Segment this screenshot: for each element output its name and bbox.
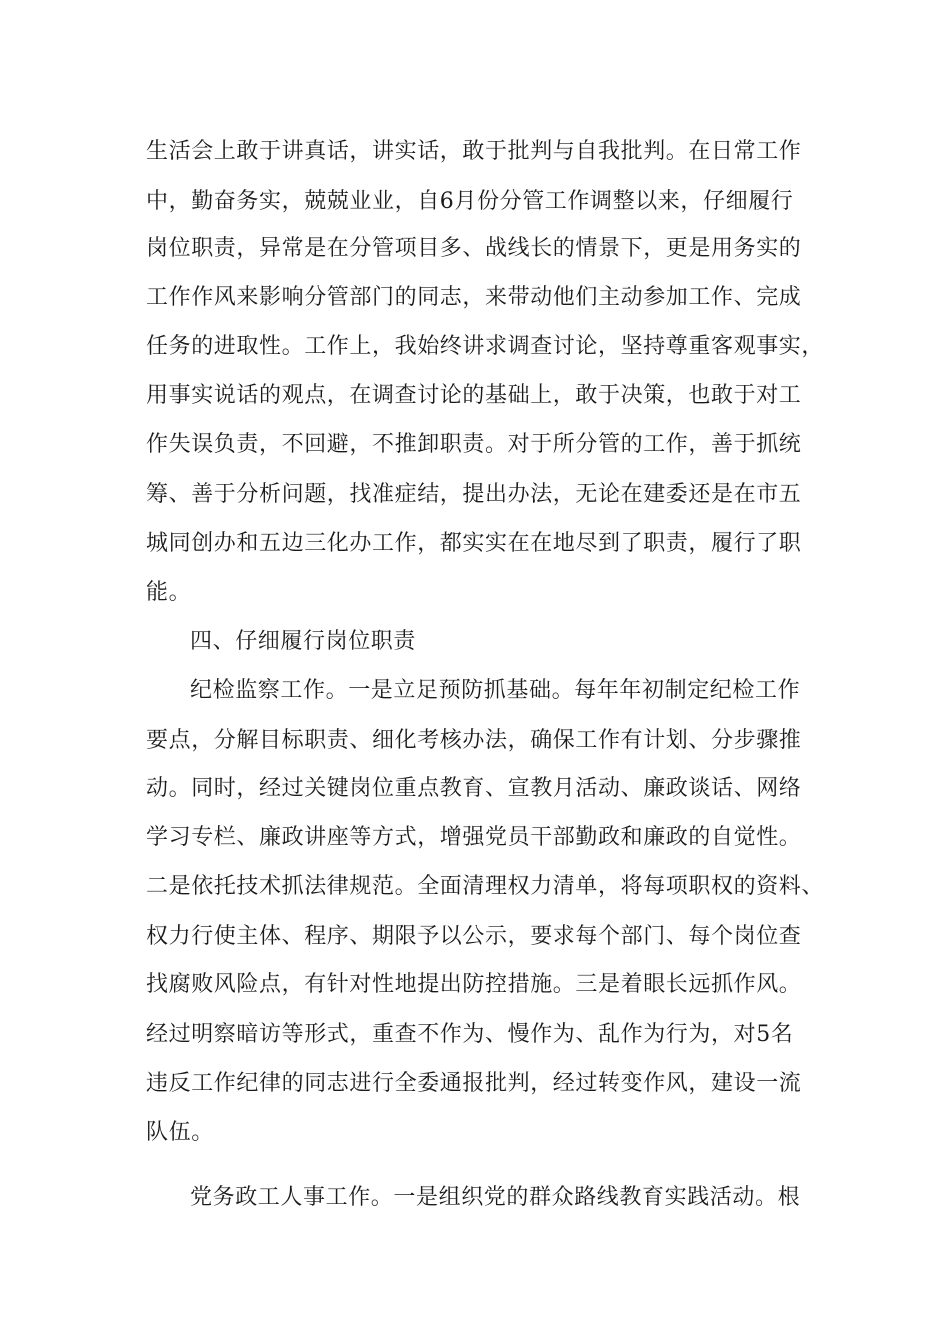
- section-heading: 四、仔细履行岗位职责: [190, 629, 417, 654]
- text-line: 队伍。: [146, 1120, 214, 1145]
- text-line: 任务的进取性。工作上，我始终讲求调查讨论，坚持尊重客观事实，: [146, 334, 825, 359]
- text-line: 作失误负责，不回避，不推卸职责。对于所分管的工作，善于抓统: [146, 432, 802, 457]
- text-line: 筹、善于分析问题，找准症结，提出办法，无论在建委还是在市五: [146, 482, 802, 507]
- text-line: 党务政工人事工作。一是组织党的群众路线教育实践活动。根: [190, 1185, 801, 1210]
- text-line: 违反工作纪律的同志进行全委通报批判，经过转变作风，建设一流: [146, 1071, 802, 1096]
- text-line: 生活会上敢于讲真话，讲实话，敢于批判与自我批判。在日常工作: [146, 139, 802, 164]
- text-line: 能。: [146, 580, 192, 605]
- text-line: 经过明察暗访等形式，重查不作为、慢作为、乱作为行为，对5名: [146, 1022, 794, 1047]
- text-line: 权力行使主体、程序、期限予以公示，要求每个部门、每个岗位查: [146, 924, 802, 949]
- text-line: 岗位职责，异常是在分管项目多、战线长的情景下，更是用务实的: [146, 236, 802, 261]
- text-line: 动。同时，经过关键岗位重点教育、宣教月活动、廉政谈话、网络: [146, 776, 802, 801]
- text-line: 城同创办和五边三化办工作，都实实在在地尽到了职责，履行了职: [146, 531, 802, 556]
- text-line: 要点，分解目标职责、细化考核办法，确保工作有计划、分步骤推: [146, 728, 802, 753]
- text-line: 中，勤奋务实，兢兢业业，自6月份分管工作调整以来，仔细履行: [146, 189, 794, 214]
- text-line: 找腐败风险点，有针对性地提出防控措施。三是着眼长远抓作风。: [146, 972, 802, 997]
- text-line: 二是依托技术抓法律规范。全面清理权力清单，将每项职权的资料、: [146, 874, 825, 899]
- text-line: 学习专栏、廉政讲座等方式，增强党员干部勤政和廉政的自觉性。: [146, 825, 802, 850]
- text-line: 用事实说话的观点，在调查讨论的基础上，敢于决策，也敢于对工: [146, 383, 802, 408]
- text-line: 纪检监察工作。一是立足预防抓基础。每年年初制定纪检工作: [190, 678, 801, 703]
- text-line: 工作作风来影响分管部门的同志，来带动他们主动参加工作、完成: [146, 285, 802, 310]
